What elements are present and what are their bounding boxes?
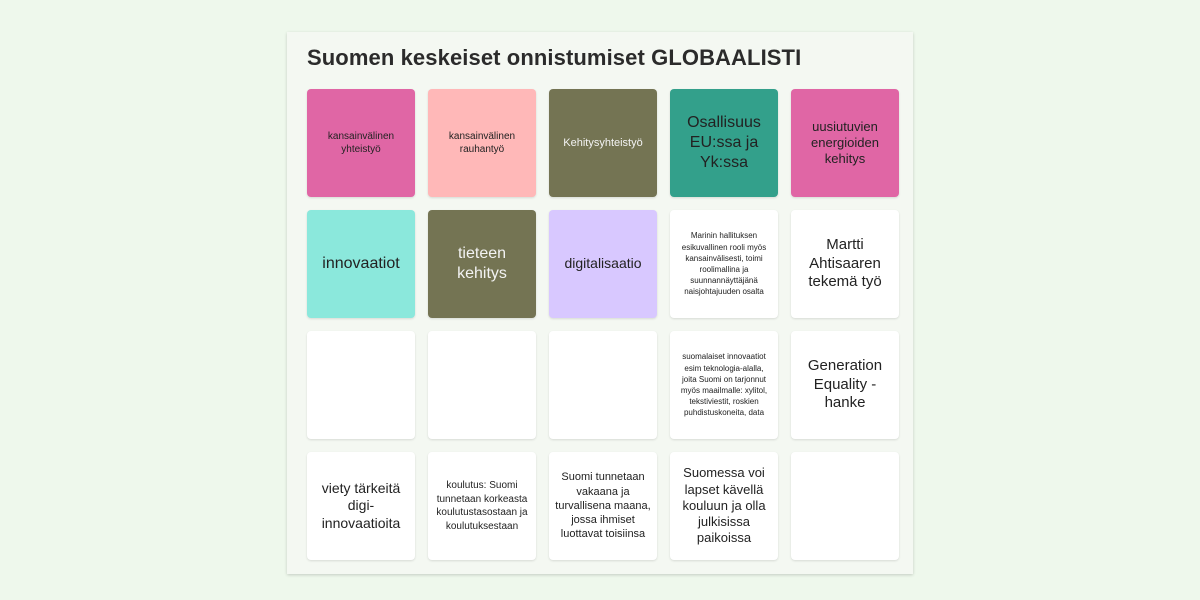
card-text: Suomessa voi lapset kävellä kouluun ja olla julkisissa paikoissa [682, 465, 766, 546]
card-text: uusiutuvien energioiden kehitys [811, 118, 879, 167]
card-koulutus[interactable] [428, 452, 536, 560]
card-text: Generation Equality -hanke [807, 356, 883, 412]
card-osallisuus-eu-yk[interactable] [670, 89, 778, 197]
board-panel [287, 32, 913, 574]
card-text: kansainvälinen rauhantyö [448, 130, 516, 155]
card-text: viety tärkeitä digi-innovaatioita [321, 479, 401, 531]
card-text: Martti Ahtisaaren tekemä työ [808, 235, 882, 291]
card-digi-innovaatiot[interactable] [307, 452, 415, 560]
card-kansainvalinen-yhteistyo[interactable] [307, 89, 415, 197]
card-text: digitalisaatio [564, 255, 642, 272]
card-marinin-hallitus[interactable] [670, 210, 778, 318]
card-kansainvalinen-rauhantyo[interactable] [428, 89, 536, 197]
card-text: Kehitysyhteistyö [563, 136, 643, 149]
card-empty[interactable] [791, 452, 899, 560]
card-text: Marinin hallituksen esikuvallinen rooli myös kansainvälisesti, toimi roolimallina ja suunnannäyttäjänä naisjohtajuuden osalta [681, 231, 767, 297]
board-title: Suomen keskeiset onnistumiset GLOBAALISTI [307, 45, 802, 70]
card-text: Osallisuus EU:ssa ja Yk:ssa [687, 114, 761, 171]
card-grid [307, 89, 899, 560]
card-innovaatiot[interactable] [307, 210, 415, 318]
card-martti-ahtisaari[interactable] [791, 210, 899, 318]
card-empty[interactable] [307, 331, 415, 439]
card-kehitysyhteistyo[interactable] [549, 89, 657, 197]
card-text: koulutus: Suomi tunnetaan korkeasta koulutustasostaan ja koulutuksestaan [436, 480, 528, 532]
card-text: Suomi tunnetaan vakaana ja turvallisena maana, jossa ihmiset luottavat toisiinsa [555, 471, 651, 541]
card-vakaa-turvallinen[interactable] [549, 452, 657, 560]
card-text: kansainvälinen yhteistyö [327, 130, 395, 155]
card-empty[interactable] [549, 331, 657, 439]
card-text: tieteen kehitys [457, 245, 507, 282]
card-empty[interactable] [428, 331, 536, 439]
card-lapset-kouluun[interactable] [670, 452, 778, 560]
card-uusiutuvat-energiat[interactable] [791, 89, 899, 197]
card-digitalisaatio[interactable] [549, 210, 657, 318]
card-suomalaiset-innovaatiot[interactable] [670, 331, 778, 439]
card-text: suomalaiset innovaatiot esim teknologia-alalla, joita Suomi on tarjonnut myös maailmalle: xylitol, tekstiviestit, roskien puhdistuskoneita, data [680, 352, 768, 418]
card-generation-equality[interactable] [791, 331, 899, 439]
card-tieteen-kehitys[interactable] [428, 210, 536, 318]
card-text: innovaatiot [322, 255, 400, 272]
